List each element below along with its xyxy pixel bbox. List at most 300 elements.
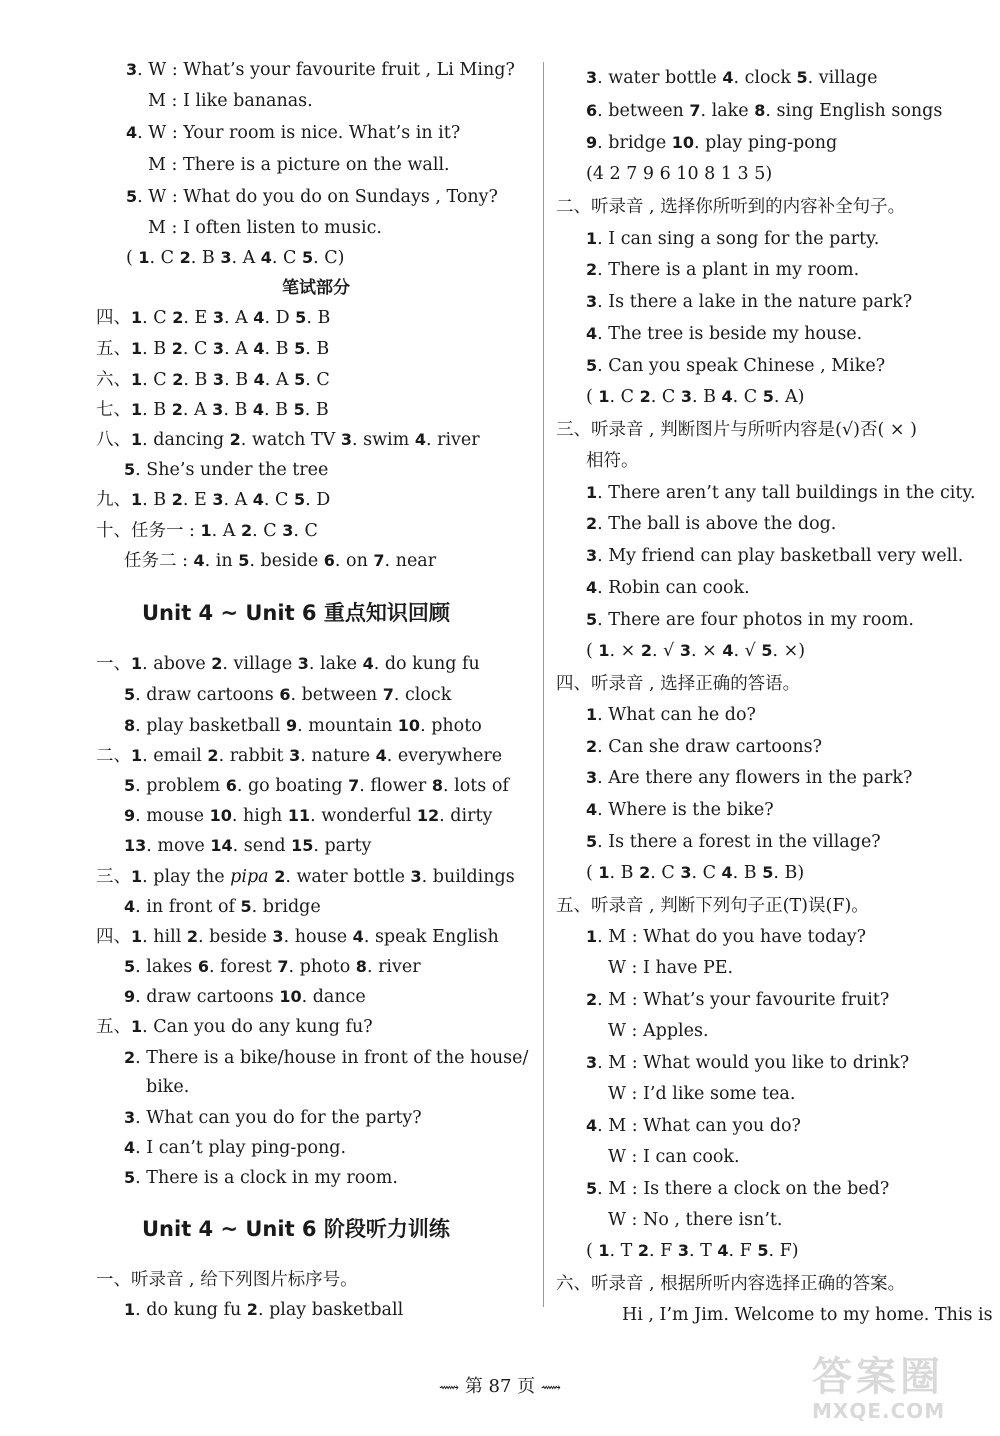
item-number: 10 bbox=[671, 133, 695, 152]
text-run: . draw cartoons bbox=[135, 685, 280, 705]
text-run: . Can she draw cartoons? bbox=[597, 737, 822, 757]
text-run: . M : What can you do? bbox=[597, 1116, 801, 1136]
text-run: . C bbox=[293, 521, 318, 541]
text-run: Unit 4 ~ Unit 6 阶段听力训练 bbox=[142, 1217, 450, 1241]
text-run: . play basketball bbox=[257, 1300, 404, 1320]
text-line bbox=[586, 322, 862, 346]
item-number: 5 bbox=[757, 1241, 769, 1260]
text-line bbox=[124, 955, 421, 979]
text-line bbox=[556, 195, 905, 219]
footer-arrow-right-icon: ⟿ bbox=[540, 1380, 561, 1396]
text-run: . dirty bbox=[439, 806, 493, 826]
item-number: 4 bbox=[253, 370, 265, 389]
text-line bbox=[96, 925, 499, 949]
text-run: . F bbox=[728, 1241, 758, 1261]
text-line bbox=[126, 58, 515, 82]
text-line bbox=[96, 1015, 373, 1039]
text-run: . B bbox=[306, 308, 331, 328]
text-run: . bridge bbox=[597, 133, 672, 153]
watermark-title: 答案圈 bbox=[812, 1354, 944, 1400]
text-run: . river bbox=[366, 957, 421, 977]
text-line bbox=[556, 672, 800, 696]
item-number: 3 bbox=[340, 430, 352, 449]
text-run: 任务二 : bbox=[124, 551, 194, 571]
text-run: . nature bbox=[300, 746, 376, 766]
text-run: . She’s under the tree bbox=[135, 460, 329, 480]
text-run: . A bbox=[223, 490, 253, 510]
item-number: 6 bbox=[197, 957, 209, 976]
item-number: 3 bbox=[677, 1241, 690, 1260]
text-line bbox=[586, 481, 976, 505]
text-run: . B bbox=[183, 370, 213, 390]
item-number: 1 bbox=[586, 927, 598, 946]
text-run: . × bbox=[609, 641, 641, 661]
text-run: ( bbox=[586, 863, 599, 883]
text-run: . The ball is above the dog. bbox=[597, 514, 837, 534]
text-run: (4 2 7 9 6 10 8 1 3 5) bbox=[586, 164, 773, 184]
text-run: . A bbox=[223, 308, 254, 328]
text-line bbox=[148, 153, 450, 177]
text-run: W : No , there isn’t. bbox=[608, 1210, 783, 1230]
text-run: . E bbox=[182, 490, 213, 510]
text-run: . C bbox=[609, 387, 640, 407]
item-number: 4 bbox=[586, 578, 598, 597]
text-line bbox=[586, 1051, 909, 1075]
text-line bbox=[96, 337, 329, 361]
text-run: . play basketball bbox=[135, 716, 286, 736]
item-number: 3 bbox=[586, 768, 598, 787]
item-number: 3 bbox=[586, 292, 598, 311]
text-run: . rabbit bbox=[218, 746, 290, 766]
text-run: 相符。 bbox=[586, 451, 639, 471]
item-number: 3 bbox=[410, 867, 422, 886]
item-number: 7 bbox=[373, 551, 385, 570]
text-run: . B bbox=[142, 339, 172, 359]
text-run: . wonderful bbox=[310, 806, 417, 826]
text-run: . D bbox=[264, 308, 296, 328]
item-number: 5 bbox=[124, 685, 136, 704]
item-number: 3 bbox=[680, 387, 692, 406]
item-number: 1 bbox=[131, 867, 143, 886]
item-number: 3 bbox=[212, 490, 224, 509]
item-number: 3 bbox=[212, 400, 224, 419]
text-run: 七、 bbox=[96, 400, 131, 420]
text-line bbox=[146, 1075, 189, 1099]
text-line bbox=[96, 398, 329, 422]
item-number: 2 bbox=[241, 521, 253, 540]
item-number: 8 bbox=[754, 101, 766, 120]
text-run: . My friend can play basketball very well. bbox=[597, 546, 964, 566]
item-number: 15 bbox=[291, 836, 314, 855]
item-number: 2 bbox=[639, 863, 651, 882]
text-line bbox=[124, 1136, 346, 1160]
text-line bbox=[586, 99, 942, 123]
item-number: 11 bbox=[287, 806, 311, 825]
text-run: . dance bbox=[301, 987, 366, 1007]
text-line bbox=[124, 549, 436, 573]
text-run: . forest bbox=[208, 957, 278, 977]
text-line bbox=[586, 290, 912, 314]
text-run: . Can you speak Chinese , Mike? bbox=[597, 356, 886, 376]
text-run: . Is there a lake in the nature park? bbox=[597, 292, 913, 312]
item-number: 6 bbox=[586, 101, 598, 120]
text-run: . go boating bbox=[236, 776, 349, 796]
item-number: 2 bbox=[586, 737, 598, 756]
item-number: 4 bbox=[124, 1138, 136, 1157]
text-line bbox=[124, 774, 509, 798]
text-line bbox=[608, 1145, 740, 1169]
text-run: . W : What’s your favourite fruit , Li Ming? bbox=[137, 60, 515, 80]
item-number: 3 bbox=[586, 68, 598, 87]
item-number: 2 bbox=[207, 746, 219, 765]
item-number: 7 bbox=[348, 776, 360, 795]
item-number: 5 bbox=[586, 1179, 598, 1198]
text-run: . draw cartoons bbox=[135, 987, 280, 1007]
text-run: . Is there a forest in the village? bbox=[597, 832, 881, 852]
text-run: M : I often listen to music. bbox=[148, 218, 382, 238]
item-number: 1 bbox=[131, 654, 143, 673]
text-run: . C) bbox=[313, 248, 345, 268]
text-run: . between bbox=[290, 685, 383, 705]
item-number: 5 bbox=[238, 551, 250, 570]
item-number: 5 bbox=[796, 68, 808, 87]
item-number: 1 bbox=[586, 229, 598, 248]
item-number: 5 bbox=[124, 1168, 136, 1187]
text-run: ( bbox=[586, 641, 599, 661]
text-run: . in front of bbox=[135, 897, 241, 917]
text-line bbox=[96, 1268, 358, 1292]
text-line bbox=[124, 1298, 403, 1322]
item-number: 5 bbox=[294, 490, 306, 509]
text-line bbox=[96, 652, 480, 676]
text-line bbox=[586, 354, 885, 378]
text-line bbox=[124, 458, 328, 482]
text-run: 四、听录音 , 选择正确的答语。 bbox=[556, 674, 801, 694]
text-run: . beside bbox=[198, 927, 273, 947]
text-run: . email bbox=[142, 746, 208, 766]
text-run: . ×) bbox=[772, 641, 806, 661]
item-number: 3 bbox=[680, 863, 692, 882]
text-run: . B bbox=[142, 400, 172, 420]
item-number: 3 bbox=[282, 521, 294, 540]
item-number: 3 bbox=[289, 746, 301, 765]
text-line bbox=[124, 895, 321, 919]
text-run: . B bbox=[264, 400, 294, 420]
text-run: . A bbox=[231, 248, 261, 268]
item-number: 6 bbox=[279, 685, 291, 704]
text-run: . B bbox=[609, 863, 640, 883]
text-run: . W : What do you do on Sundays , Tony? bbox=[137, 187, 498, 207]
item-number: 3 bbox=[679, 641, 692, 660]
item-number: 2 bbox=[640, 641, 653, 660]
text-run: . C bbox=[732, 387, 763, 407]
text-line bbox=[124, 1106, 422, 1130]
text-run: 六、 bbox=[96, 370, 131, 390]
item-number: 5 bbox=[302, 248, 314, 267]
watermark-url: MXQE.COM bbox=[812, 1399, 946, 1423]
text-run: . beside bbox=[249, 551, 324, 571]
text-line bbox=[608, 1019, 709, 1043]
item-number: 1 bbox=[598, 863, 610, 882]
text-line bbox=[586, 576, 750, 600]
text-run: . There is a clock in my room. bbox=[135, 1168, 398, 1188]
text-line bbox=[124, 804, 492, 828]
item-number: 5 bbox=[295, 308, 307, 327]
item-number: 1 bbox=[131, 308, 143, 327]
item-number: 9 bbox=[124, 987, 136, 1006]
text-run: . photo bbox=[420, 716, 482, 736]
text-run: . There is a plant in my room. bbox=[597, 260, 860, 280]
text-line bbox=[586, 449, 639, 473]
text-run: 六、听录音 , 根据所听内容选择正确的答案。 bbox=[556, 1274, 906, 1294]
item-number: 5 bbox=[124, 460, 136, 479]
item-number: 8 bbox=[431, 776, 443, 795]
text-run: . house bbox=[283, 927, 353, 947]
item-number: 1 bbox=[131, 1017, 143, 1036]
item-number: 9 bbox=[124, 806, 136, 825]
text-line bbox=[124, 985, 366, 1009]
item-number: 2 bbox=[171, 339, 183, 358]
item-number: 1 bbox=[131, 746, 143, 765]
item-number: 5 bbox=[761, 641, 773, 660]
text-run: . C bbox=[149, 248, 180, 268]
text-run: . D bbox=[305, 490, 331, 510]
text-run: . lake bbox=[308, 654, 363, 674]
text-line bbox=[124, 1166, 398, 1190]
item-number: 5 bbox=[586, 610, 598, 629]
text-run: . F) bbox=[768, 1241, 799, 1261]
item-number: 1 bbox=[200, 521, 212, 540]
item-number: 1 bbox=[131, 370, 143, 389]
text-run: bike. bbox=[146, 1077, 190, 1097]
text-line bbox=[148, 216, 382, 240]
text-run: . M : What would you like to drink? bbox=[597, 1053, 910, 1073]
text-line bbox=[586, 703, 756, 727]
text-line bbox=[126, 246, 344, 270]
text-run: . The tree is beside my house. bbox=[597, 324, 863, 344]
item-number: 2 bbox=[637, 1241, 650, 1260]
text-run: . clock bbox=[733, 68, 797, 88]
text-run: 九、 bbox=[96, 490, 131, 510]
text-run: 十、任务一 : bbox=[96, 521, 201, 541]
text-line bbox=[586, 861, 804, 885]
item-number: 4 bbox=[252, 400, 265, 419]
text-run: 四、 bbox=[96, 927, 131, 947]
text-line bbox=[96, 306, 330, 330]
item-number: 13 bbox=[124, 836, 147, 855]
text-run: . flower bbox=[359, 776, 432, 796]
text-line bbox=[96, 428, 480, 452]
text-run: . high bbox=[231, 806, 288, 826]
text-run: . M : What’s your favourite fruit? bbox=[597, 990, 890, 1010]
item-number: 8 bbox=[355, 957, 367, 976]
text-run: . What can he do? bbox=[597, 705, 756, 725]
text-line bbox=[124, 683, 451, 707]
text-run: . river bbox=[425, 430, 480, 450]
item-number: 4 bbox=[717, 1241, 729, 1260]
item-number: 2 bbox=[172, 370, 184, 389]
text-run: . √ bbox=[652, 641, 680, 661]
item-number: 2 bbox=[179, 248, 191, 267]
text-run: . B bbox=[224, 370, 254, 390]
text-run: . everywhere bbox=[386, 746, 503, 766]
item-number: 4 bbox=[193, 551, 205, 570]
item-number: 2 bbox=[229, 430, 241, 449]
text-run: 笔试部分 bbox=[282, 278, 350, 298]
text-line bbox=[124, 1046, 528, 1070]
text-run: W : I can cook. bbox=[608, 1147, 740, 1167]
text-line bbox=[586, 258, 859, 282]
item-number: 1 bbox=[131, 339, 143, 358]
item-number: 3 bbox=[272, 927, 284, 946]
text-line bbox=[586, 735, 822, 759]
text-run: 二、听录音 , 选择你所听到的内容补全句子。 bbox=[556, 197, 906, 217]
text-line bbox=[586, 1177, 889, 1201]
item-number: 3 bbox=[212, 308, 224, 327]
item-number: 3 bbox=[124, 1108, 136, 1127]
text-run: . F bbox=[649, 1241, 678, 1261]
text-run: . lake bbox=[700, 101, 755, 121]
item-number: 9 bbox=[586, 133, 598, 152]
text-line bbox=[586, 830, 881, 854]
item-number: 4 bbox=[252, 490, 264, 509]
text-run: . There is a bike/house in front of the house/ bbox=[135, 1048, 529, 1068]
text-run: ( bbox=[586, 1241, 599, 1261]
text-line bbox=[608, 1208, 783, 1232]
text-line bbox=[586, 988, 889, 1012]
item-number: 4 bbox=[414, 430, 426, 449]
item-number: 4 bbox=[722, 641, 734, 660]
item-number: 4 bbox=[722, 68, 734, 87]
text-run: . do kung fu bbox=[135, 1300, 247, 1320]
item-number: 3 bbox=[126, 60, 138, 79]
text-run: . play the bbox=[142, 867, 231, 887]
item-number: 5 bbox=[762, 387, 774, 406]
text-line bbox=[556, 418, 917, 442]
text-line bbox=[586, 385, 804, 409]
text-line bbox=[126, 121, 460, 145]
text-run: . C bbox=[182, 339, 213, 359]
text-line bbox=[586, 1114, 801, 1138]
item-number: 7 bbox=[277, 957, 289, 976]
text-run: . M : Is there a clock on the bed? bbox=[597, 1179, 890, 1199]
text-run: 一、听录音 , 给下列图片标序号。 bbox=[96, 1270, 358, 1290]
text-run: . A bbox=[211, 521, 241, 541]
text-run: . E bbox=[183, 308, 213, 328]
text-run: . lakes bbox=[135, 957, 198, 977]
text-run: . dancing bbox=[142, 430, 230, 450]
item-number: 1 bbox=[131, 430, 143, 449]
text-run: . B bbox=[691, 387, 722, 407]
item-number: 10 bbox=[279, 987, 302, 1006]
text-line bbox=[586, 1239, 799, 1263]
text-run: . water bottle bbox=[285, 867, 411, 887]
text-line bbox=[96, 488, 330, 512]
item-number: 5 bbox=[240, 897, 252, 916]
item-number: 7 bbox=[382, 685, 394, 704]
item-number: 4 bbox=[721, 863, 733, 882]
item-number: 5 bbox=[294, 370, 306, 389]
text-run: ( bbox=[126, 248, 139, 268]
text-run: . B bbox=[223, 400, 253, 420]
text-run: . T bbox=[689, 1241, 718, 1261]
item-number: 2 bbox=[171, 490, 183, 509]
text-run: . There are four photos in my room. bbox=[597, 610, 914, 630]
text-run: . sing English songs bbox=[765, 101, 943, 121]
text-run: . B) bbox=[773, 863, 805, 883]
text-run: . C bbox=[142, 308, 173, 328]
item-number: 7 bbox=[689, 101, 701, 120]
text-run: . A bbox=[224, 339, 254, 359]
text-run: . move bbox=[146, 836, 211, 856]
text-run: . C bbox=[142, 370, 173, 390]
text-run: . lots of bbox=[442, 776, 509, 796]
text-run: . problem bbox=[135, 776, 226, 796]
item-number: 2 bbox=[172, 308, 184, 327]
item-number: 9 bbox=[285, 716, 298, 735]
text-line bbox=[96, 368, 330, 392]
text-run: W : I have PE. bbox=[608, 958, 734, 978]
item-number: 1 bbox=[598, 387, 610, 406]
text-run: M : I like bananas. bbox=[148, 91, 313, 111]
text-line bbox=[586, 608, 914, 632]
text-run: . play ping-pong bbox=[694, 133, 838, 153]
item-number: 5 bbox=[126, 187, 138, 206]
text-run: 二、 bbox=[96, 746, 131, 766]
text-run: . hill bbox=[142, 927, 187, 947]
item-number: 5 bbox=[124, 776, 136, 795]
text-run: . A bbox=[182, 400, 213, 420]
page-number: 第 87 页 bbox=[464, 1376, 536, 1397]
item-number: 1 bbox=[131, 927, 143, 946]
item-number: 4 bbox=[253, 308, 265, 327]
text-line bbox=[608, 1082, 795, 1106]
item-number: 3 bbox=[212, 339, 225, 358]
text-line bbox=[586, 925, 866, 949]
text-run: . swim bbox=[351, 430, 415, 450]
text-run: . on bbox=[334, 551, 374, 571]
item-number: 1 bbox=[598, 1241, 610, 1260]
item-number: 10 bbox=[397, 716, 421, 735]
text-line bbox=[124, 714, 482, 738]
text-run: . B bbox=[264, 339, 295, 359]
text-line bbox=[586, 544, 963, 568]
text-run: . near bbox=[384, 551, 437, 571]
column-divider bbox=[543, 62, 544, 1307]
text-run: . W : Your room is nice. What’s in it? bbox=[137, 123, 461, 143]
text-run: . What can you do for the party? bbox=[135, 1108, 422, 1128]
text-run: W : Apples. bbox=[608, 1021, 709, 1041]
item-number: 14 bbox=[210, 836, 233, 855]
item-number: 4 bbox=[586, 800, 598, 819]
text-run: 五、 bbox=[96, 339, 131, 359]
item-number: 1 bbox=[586, 705, 598, 724]
item-number: 3 bbox=[297, 654, 309, 673]
text-run: . There aren’t any tall buildings in the city. bbox=[597, 483, 976, 503]
item-number: 5 bbox=[294, 339, 306, 358]
text-run: 五、听录音 , 判断下列句子正(T)误(F)。 bbox=[556, 896, 869, 916]
text-run: . Robin can cook. bbox=[597, 578, 750, 598]
item-number: 6 bbox=[225, 776, 237, 795]
text-run: Hi , I’m Jim. Welcome to my home. This is bbox=[622, 1305, 993, 1325]
watermark-logo bbox=[812, 1355, 988, 1425]
text-run: . C bbox=[252, 521, 283, 541]
text-run: . do kung fu bbox=[373, 654, 480, 674]
text-line bbox=[96, 519, 318, 543]
text-line bbox=[556, 894, 869, 918]
text-run: 三、 bbox=[96, 867, 131, 887]
text-run: . clock bbox=[393, 685, 452, 705]
